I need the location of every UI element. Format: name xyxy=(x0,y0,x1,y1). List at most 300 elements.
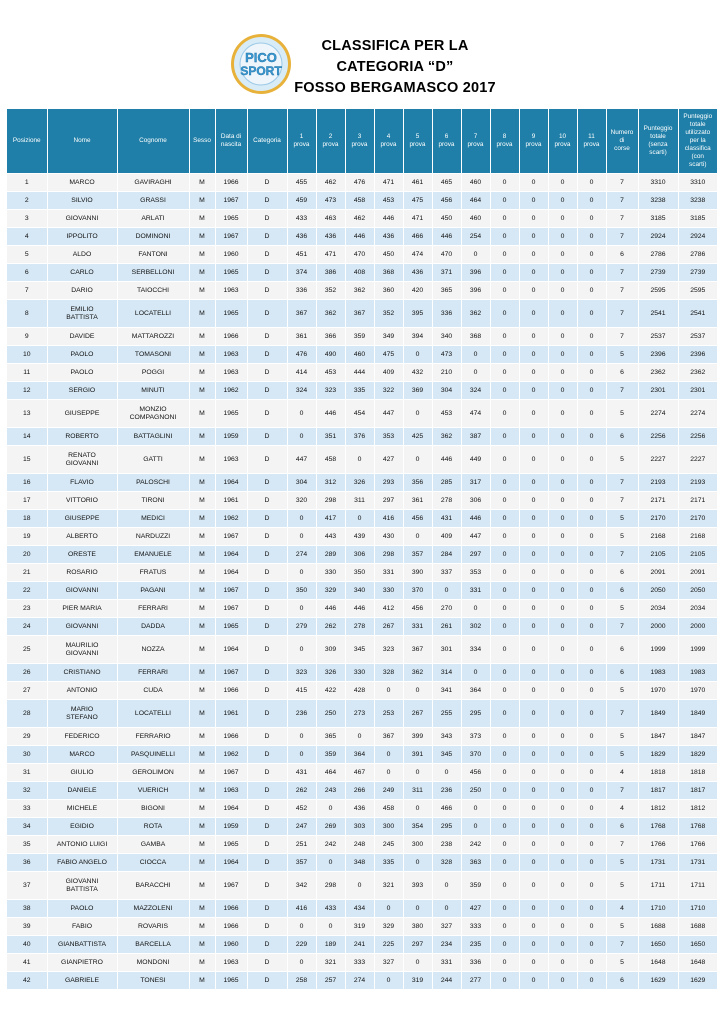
race-score-cell: 417 xyxy=(316,510,345,528)
race-score-cell: 436 xyxy=(287,228,316,246)
first-name-cell xyxy=(47,918,117,936)
first-name-cell-text: PAOLO xyxy=(70,350,94,358)
race-score-cell: 428 xyxy=(345,682,374,700)
birth-year-cell: 1966 xyxy=(215,174,247,192)
race-score-cell: 0 xyxy=(490,382,519,400)
sex-cell: M xyxy=(189,346,215,364)
race-score-cell: 370 xyxy=(403,582,432,600)
race-score-cell: 0 xyxy=(577,664,606,682)
race-score-cell: 453 xyxy=(432,400,461,428)
first-name-cell xyxy=(47,492,117,510)
first-name-cell xyxy=(47,746,117,764)
races-count-cell: 7 xyxy=(606,782,638,800)
table-row xyxy=(7,782,717,800)
race-score-cell: 0 xyxy=(461,346,490,364)
column-header-text: 7 xyxy=(473,133,478,140)
position-cell: 35 xyxy=(7,836,47,854)
last-name-cell xyxy=(117,228,189,246)
sex-cell: M xyxy=(189,618,215,636)
race-score-cell: 463 xyxy=(316,210,345,228)
column-header xyxy=(117,109,189,174)
race-score-cell: 0 xyxy=(490,636,519,664)
category-cell: D xyxy=(247,346,287,364)
race-score-cell: 436 xyxy=(316,228,345,246)
first-name-cell xyxy=(47,228,117,246)
column-header-text: Sesso xyxy=(193,137,211,144)
birth-year-cell: 1960 xyxy=(215,936,247,954)
category-cell: D xyxy=(247,400,287,428)
last-name-cell-text: MAZZOLENI xyxy=(133,904,173,912)
position-cell: 3 xyxy=(7,210,47,228)
first-name-cell-text: MARIO xyxy=(70,705,94,713)
last-name-cell-text: GAVIRAGHI xyxy=(134,178,172,186)
race-score-cell: 409 xyxy=(374,364,403,382)
race-score-cell: 0 xyxy=(548,492,577,510)
race-score-cell: 409 xyxy=(432,528,461,546)
birth-year-cell: 1967 xyxy=(215,582,247,600)
race-score-cell: 0 xyxy=(548,428,577,446)
race-score-cell: 0 xyxy=(490,446,519,474)
last-name-cell-text: NARDUZZI xyxy=(135,532,171,540)
sex-cell: M xyxy=(189,546,215,564)
race-score-cell: 416 xyxy=(287,900,316,918)
last-name-cell-text: DADDA xyxy=(141,622,165,630)
race-score-cell: 0 xyxy=(490,872,519,900)
title-line-1: CLASSIFICA PER LA xyxy=(321,38,469,54)
races-count-cell: 5 xyxy=(606,528,638,546)
ranking-score-cell: 1711 xyxy=(678,872,717,900)
ranking-score-cell: 2924 xyxy=(678,228,717,246)
race-score-cell: 0 xyxy=(577,636,606,664)
race-score-cell: 0 xyxy=(374,972,403,990)
document-title xyxy=(290,36,500,99)
ranking-score-cell: 1999 xyxy=(678,636,717,664)
race-score-cell: 0 xyxy=(490,700,519,728)
race-score-cell: 285 xyxy=(432,474,461,492)
sex-cell: M xyxy=(189,264,215,282)
race-score-cell: 353 xyxy=(374,428,403,446)
table-row xyxy=(7,818,717,836)
last-name-cell-text: BIGONI xyxy=(141,804,165,812)
race-score-cell: 0 xyxy=(519,174,548,192)
race-score-cell: 250 xyxy=(316,700,345,728)
birth-year-cell: 1966 xyxy=(215,918,247,936)
category-cell: D xyxy=(247,228,287,246)
ranking-score-cell: 2786 xyxy=(678,246,717,264)
race-score-cell: 0 xyxy=(490,900,519,918)
race-score-cell: 399 xyxy=(403,728,432,746)
position-cell: 14 xyxy=(7,428,47,446)
table-row xyxy=(7,636,717,664)
race-score-cell: 326 xyxy=(345,474,374,492)
race-score-cell: 446 xyxy=(461,510,490,528)
column-header-text: di xyxy=(619,137,625,144)
last-name-cell-text: PAGANI xyxy=(140,586,166,594)
total-score-cell: 2362 xyxy=(638,364,678,382)
race-score-cell: 323 xyxy=(374,636,403,664)
sex-cell: M xyxy=(189,510,215,528)
last-name-cell-text: GAMBA xyxy=(140,840,166,848)
race-score-cell: 0 xyxy=(519,600,548,618)
races-count-cell: 6 xyxy=(606,428,638,446)
position-cell: 28 xyxy=(7,700,47,728)
race-score-cell: 0 xyxy=(548,382,577,400)
total-score-cell: 2256 xyxy=(638,428,678,446)
birth-year-cell: 1959 xyxy=(215,818,247,836)
total-score-cell: 1648 xyxy=(638,954,678,972)
race-score-cell: 465 xyxy=(432,174,461,192)
race-score-cell: 0 xyxy=(287,428,316,446)
column-header xyxy=(432,109,461,174)
title-line-3: FOSSO BERGAMASCO 2017 xyxy=(294,80,496,96)
birth-year-cell: 1964 xyxy=(215,564,247,582)
category-cell: D xyxy=(247,492,287,510)
birth-year-cell: 1963 xyxy=(215,782,247,800)
race-score-cell: 298 xyxy=(316,872,345,900)
race-score-cell: 446 xyxy=(316,400,345,428)
column-header-text: 3 xyxy=(357,133,362,140)
position-cell: 11 xyxy=(7,364,47,382)
race-score-cell: 470 xyxy=(432,246,461,264)
total-score-cell: 2739 xyxy=(638,264,678,282)
ranking-score-cell: 2274 xyxy=(678,400,717,428)
race-score-cell: 0 xyxy=(519,282,548,300)
race-score-cell: 257 xyxy=(316,972,345,990)
race-score-cell: 328 xyxy=(432,854,461,872)
column-header-text: totale xyxy=(650,133,666,140)
race-score-cell: 0 xyxy=(490,428,519,446)
race-score-cell: 0 xyxy=(287,564,316,582)
birth-year-cell: 1960 xyxy=(215,246,247,264)
first-name-cell xyxy=(47,174,117,192)
race-score-cell: 0 xyxy=(432,764,461,782)
ranking-score-cell: 1829 xyxy=(678,746,717,764)
total-score-cell: 2537 xyxy=(638,328,678,346)
race-score-cell: 416 xyxy=(374,510,403,528)
race-score-cell: 0 xyxy=(548,192,577,210)
race-score-cell: 267 xyxy=(403,700,432,728)
ranking-score-cell: 2301 xyxy=(678,382,717,400)
ranking-score-cell: 1768 xyxy=(678,818,717,836)
column-header-text: Posizione xyxy=(12,137,41,144)
column-header xyxy=(519,109,548,174)
race-score-cell: 0 xyxy=(519,300,548,328)
sex-cell: M xyxy=(189,782,215,800)
sex-cell: M xyxy=(189,492,215,510)
pico-sport-logo xyxy=(228,32,294,96)
race-score-cell: 0 xyxy=(490,954,519,972)
race-score-cell: 0 xyxy=(519,764,548,782)
race-score-cell: 262 xyxy=(287,782,316,800)
sex-cell: M xyxy=(189,954,215,972)
race-score-cell: 250 xyxy=(461,782,490,800)
race-score-cell: 0 xyxy=(548,836,577,854)
last-name-cell xyxy=(117,174,189,192)
race-score-cell: 242 xyxy=(316,836,345,854)
sex-cell: M xyxy=(189,682,215,700)
race-score-cell: 0 xyxy=(461,664,490,682)
table-row xyxy=(7,546,717,564)
position-cell: 1 xyxy=(7,174,47,192)
race-score-cell: 453 xyxy=(374,192,403,210)
race-score-cell: 455 xyxy=(287,174,316,192)
first-name-cell-text: GIOVANNI xyxy=(65,649,99,657)
position-cell: 21 xyxy=(7,564,47,582)
total-score-cell: 1629 xyxy=(638,972,678,990)
birth-year-cell: 1967 xyxy=(215,872,247,900)
race-score-cell: 0 xyxy=(548,854,577,872)
race-score-cell: 336 xyxy=(432,300,461,328)
birth-year-cell: 1964 xyxy=(215,854,247,872)
race-score-cell: 0 xyxy=(548,618,577,636)
sex-cell: M xyxy=(189,972,215,990)
sex-cell: M xyxy=(189,764,215,782)
race-score-cell: 362 xyxy=(345,282,374,300)
column-header xyxy=(606,109,638,174)
race-score-cell: 350 xyxy=(345,564,374,582)
last-name-cell-text: MEDICI xyxy=(141,514,165,522)
column-header-text: Cognome xyxy=(139,137,167,144)
last-name-cell-text: GRASSI xyxy=(140,196,166,204)
race-score-cell: 0 xyxy=(490,346,519,364)
sex-cell: M xyxy=(189,582,215,600)
table-row xyxy=(7,854,717,872)
races-count-cell: 5 xyxy=(606,746,638,764)
races-count-cell: 7 xyxy=(606,936,638,954)
birth-year-cell: 1964 xyxy=(215,800,247,818)
races-count-cell: 7 xyxy=(606,328,638,346)
race-score-cell: 0 xyxy=(490,836,519,854)
race-score-cell: 0 xyxy=(490,174,519,192)
column-header-text: nascita xyxy=(220,141,242,148)
table-row xyxy=(7,174,717,192)
last-name-cell-text: MINUTI xyxy=(141,386,165,394)
position-cell: 22 xyxy=(7,582,47,600)
first-name-cell-text: DAVIDE xyxy=(69,332,95,340)
race-score-cell: 365 xyxy=(316,728,345,746)
first-name-cell xyxy=(47,872,117,900)
table-row xyxy=(7,600,717,618)
race-score-cell: 431 xyxy=(432,510,461,528)
last-name-cell-text: TIRONI xyxy=(141,496,165,504)
first-name-cell xyxy=(47,264,117,282)
race-score-cell: 0 xyxy=(548,210,577,228)
race-score-cell: 0 xyxy=(548,300,577,328)
race-score-cell: 0 xyxy=(548,264,577,282)
table-row xyxy=(7,582,717,600)
position-cell: 29 xyxy=(7,728,47,746)
total-score-cell: 2193 xyxy=(638,474,678,492)
race-score-cell: 0 xyxy=(577,210,606,228)
position-cell: 16 xyxy=(7,474,47,492)
race-score-cell: 278 xyxy=(432,492,461,510)
race-score-cell: 0 xyxy=(548,346,577,364)
race-score-cell: 0 xyxy=(519,972,548,990)
first-name-cell-text: ROSARIO xyxy=(66,568,98,576)
birth-year-cell: 1965 xyxy=(215,210,247,228)
race-score-cell: 368 xyxy=(374,264,403,282)
races-count-cell: 7 xyxy=(606,618,638,636)
table-row xyxy=(7,246,717,264)
last-name-cell-text: CIOCCA xyxy=(139,858,167,866)
race-score-cell: 333 xyxy=(461,918,490,936)
race-score-cell: 0 xyxy=(519,936,548,954)
category-cell: D xyxy=(247,782,287,800)
sex-cell: M xyxy=(189,936,215,954)
races-count-cell: 6 xyxy=(606,564,638,582)
race-score-cell: 458 xyxy=(374,800,403,818)
table-row xyxy=(7,918,717,936)
sex-cell: M xyxy=(189,300,215,328)
ranking-score-cell: 3185 xyxy=(678,210,717,228)
last-name-cell xyxy=(117,918,189,936)
race-score-cell: 0 xyxy=(577,382,606,400)
total-score-cell: 3310 xyxy=(638,174,678,192)
sex-cell: M xyxy=(189,728,215,746)
last-name-cell-text: LOCATELLI xyxy=(134,309,172,317)
category-cell: D xyxy=(247,854,287,872)
total-score-cell: 2396 xyxy=(638,346,678,364)
last-name-cell-text: GATTI xyxy=(143,455,163,463)
races-count-cell: 5 xyxy=(606,400,638,428)
race-score-cell: 473 xyxy=(316,192,345,210)
race-score-cell: 0 xyxy=(519,818,548,836)
table-row xyxy=(7,510,717,528)
race-score-cell: 462 xyxy=(316,174,345,192)
race-score-cell: 0 xyxy=(490,818,519,836)
total-score-cell: 1849 xyxy=(638,700,678,728)
category-cell: D xyxy=(247,618,287,636)
race-score-cell: 253 xyxy=(374,700,403,728)
race-score-cell: 0 xyxy=(519,682,548,700)
first-name-cell-text: STEFANO xyxy=(66,713,98,721)
race-score-cell: 0 xyxy=(519,836,548,854)
sex-cell: M xyxy=(189,818,215,836)
first-name-cell-text: BATTISTA xyxy=(66,313,98,321)
last-name-cell xyxy=(117,836,189,854)
first-name-cell-text: EGIDIO xyxy=(70,822,94,830)
last-name-cell xyxy=(117,618,189,636)
position-cell: 39 xyxy=(7,918,47,936)
category-cell: D xyxy=(247,664,287,682)
race-score-cell: 451 xyxy=(287,246,316,264)
race-score-cell: 0 xyxy=(490,474,519,492)
race-score-cell: 189 xyxy=(316,936,345,954)
race-score-cell: 0 xyxy=(461,800,490,818)
position-cell: 31 xyxy=(7,764,47,782)
race-score-cell: 0 xyxy=(461,818,490,836)
last-name-cell xyxy=(117,192,189,210)
ranking-score-cell: 2034 xyxy=(678,600,717,618)
sex-cell: M xyxy=(189,746,215,764)
first-name-cell-text: ANTONIO LUIGI xyxy=(56,840,108,848)
birth-year-cell: 1962 xyxy=(215,382,247,400)
races-count-cell: 5 xyxy=(606,510,638,528)
races-count-cell: 6 xyxy=(606,246,638,264)
last-name-cell xyxy=(117,746,189,764)
race-score-cell: 0 xyxy=(345,510,374,528)
ranking-score-cell: 2050 xyxy=(678,582,717,600)
race-score-cell: 408 xyxy=(345,264,374,282)
total-score-cell: 2301 xyxy=(638,382,678,400)
races-count-cell: 7 xyxy=(606,174,638,192)
race-score-cell: 251 xyxy=(287,836,316,854)
table-row xyxy=(7,474,717,492)
last-name-cell xyxy=(117,346,189,364)
column-header-text: Punteggio xyxy=(683,113,713,120)
first-name-cell-text: GIULIO xyxy=(70,768,94,776)
first-name-cell-text: ROBERTO xyxy=(65,432,99,440)
total-score-cell: 2034 xyxy=(638,600,678,618)
race-score-cell: 0 xyxy=(403,764,432,782)
race-score-cell: 340 xyxy=(345,582,374,600)
race-score-cell: 0 xyxy=(577,564,606,582)
race-score-cell: 0 xyxy=(577,746,606,764)
column-header-text: Categoria xyxy=(253,137,281,144)
race-score-cell: 309 xyxy=(316,636,345,664)
last-name-cell xyxy=(117,446,189,474)
first-name-cell-text: CARLO xyxy=(70,268,94,276)
race-score-cell: 0 xyxy=(519,546,548,564)
races-count-cell: 5 xyxy=(606,854,638,872)
race-score-cell: 0 xyxy=(519,446,548,474)
race-score-cell: 0 xyxy=(577,728,606,746)
race-score-cell: 0 xyxy=(577,264,606,282)
race-score-cell: 236 xyxy=(287,700,316,728)
race-score-cell: 370 xyxy=(461,746,490,764)
first-name-cell-text: ALDO xyxy=(72,250,92,258)
first-name-cell xyxy=(47,210,117,228)
last-name-cell xyxy=(117,972,189,990)
position-cell: 33 xyxy=(7,800,47,818)
birth-year-cell: 1965 xyxy=(215,618,247,636)
last-name-cell xyxy=(117,936,189,954)
first-name-cell xyxy=(47,664,117,682)
sex-cell: M xyxy=(189,918,215,936)
race-score-cell: 359 xyxy=(461,872,490,900)
table-row xyxy=(7,364,717,382)
races-count-cell: 7 xyxy=(606,192,638,210)
first-name-cell-text: GIOVANNI xyxy=(65,459,99,467)
race-score-cell: 301 xyxy=(432,636,461,664)
race-score-cell: 329 xyxy=(316,582,345,600)
race-score-cell: 297 xyxy=(403,936,432,954)
race-score-cell: 361 xyxy=(287,328,316,346)
race-score-cell: 295 xyxy=(461,700,490,728)
table-row xyxy=(7,210,717,228)
race-score-cell: 266 xyxy=(345,782,374,800)
race-score-cell: 357 xyxy=(403,546,432,564)
category-cell: D xyxy=(247,582,287,600)
ranking-score-cell: 2227 xyxy=(678,446,717,474)
race-score-cell: 414 xyxy=(287,364,316,382)
race-score-cell: 327 xyxy=(374,954,403,972)
race-score-cell: 254 xyxy=(461,228,490,246)
race-score-cell: 0 xyxy=(490,854,519,872)
races-count-cell: 5 xyxy=(606,954,638,972)
race-score-cell: 304 xyxy=(432,382,461,400)
last-name-cell-text: TAIOCCHI xyxy=(137,286,169,294)
category-cell: D xyxy=(247,682,287,700)
race-score-cell: 306 xyxy=(345,546,374,564)
column-header-text: prova xyxy=(438,141,455,148)
race-score-cell: 234 xyxy=(432,936,461,954)
total-score-cell: 2171 xyxy=(638,492,678,510)
first-name-cell-text: GIUSEPPE xyxy=(64,409,100,417)
first-name-cell-text: EMILIO xyxy=(70,305,94,313)
race-score-cell: 0 xyxy=(577,972,606,990)
last-name-cell-text: MONDONI xyxy=(136,958,170,966)
